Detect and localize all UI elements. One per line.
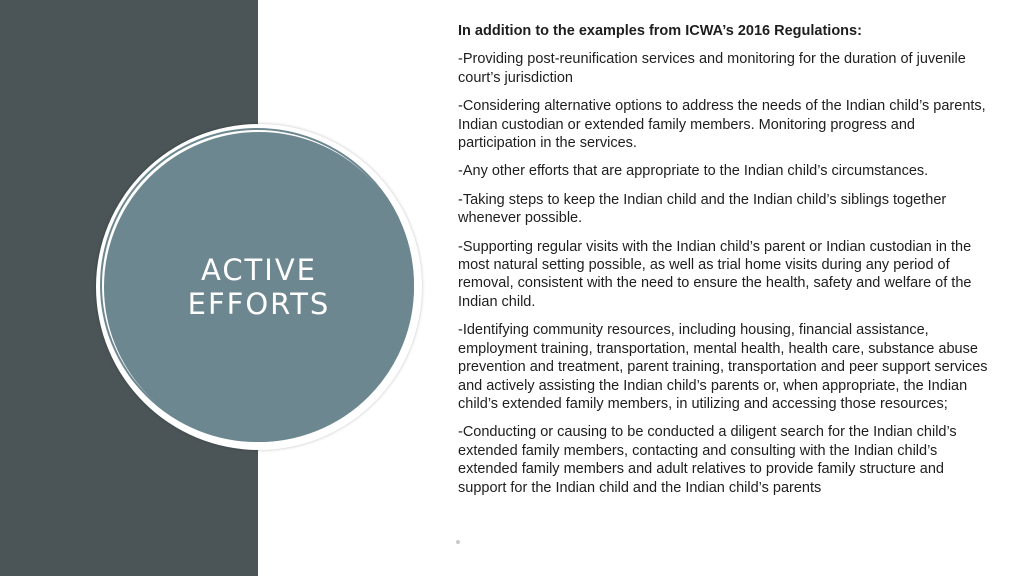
paragraph-1: -Providing post-reunification services and monitoring for the duration of juvenile court’s jurisdiction xyxy=(458,51,966,86)
paragraph-5: -Supporting regular visits with the Indian child’s parent or Indian custodian in the most natural setting possible, as well as trial home visits during any period of removal, consistent with the need to ensure the health, safety and welfare of the Indian child. xyxy=(458,238,972,310)
slide-title: ACTIVE EFFORTS xyxy=(187,253,331,321)
empty-bullet-dot xyxy=(456,540,460,544)
paragraph-2: -Considering alternative options to address the needs of the Indian child’s parents, Indian custodian or extended family members. Monitoring progress and participation in the services. xyxy=(458,98,986,152)
content-area xyxy=(458,22,990,507)
content-heading: In addition to the examples from ICWA’s 2016 Regulations: xyxy=(458,23,862,39)
paragraph-4: -Taking steps to keep the Indian child and the Indian child’s siblings together whenever possible. xyxy=(458,191,947,227)
title-circle xyxy=(96,124,422,450)
paragraph-7: -Conducting or causing to be conducted a diligent search for the Indian child’s extended family members, contacting and consulting with the Indian child’s extended family members and adult relatives to provide family structure and support for the Indian child and the Indian child’s parents xyxy=(458,424,957,496)
paragraph-3: -Any other efforts that are appropriate to the Indian child’s circumstances. xyxy=(458,163,929,180)
paragraph-6: -Identifying community resources, including housing, financial assistance, employment training, transportation, mental health, health care, substance abuse prevention and treatment, parent training, transportation and peer support services and actively assisting the Indian child’s parents or, when appropriate, the Indian child’s extended family members, in utilizing and accessing those resources; xyxy=(458,322,988,412)
